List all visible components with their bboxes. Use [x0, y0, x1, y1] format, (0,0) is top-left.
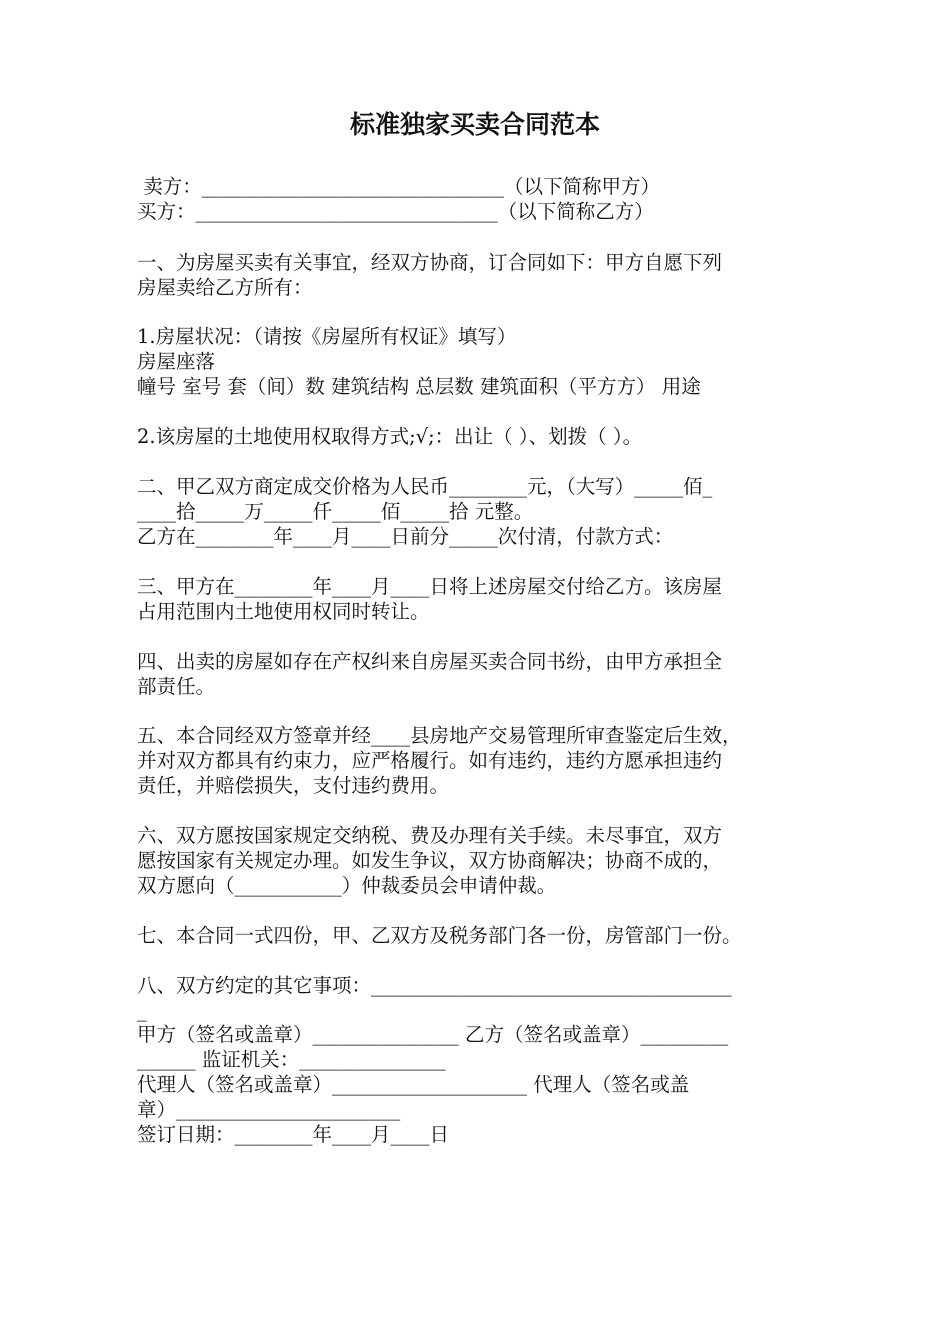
clause-4-line-2: 部责任。: [137, 675, 216, 698]
signature-line-2: ______ 监证机关：_______________: [137, 1048, 446, 1071]
clause-4-line-1: 四、出卖的房屋如存在产权纠来自房屋买卖合同书纷，由甲方承担全: [137, 650, 723, 673]
clause-6-line-1: 六、双方愿按国家规定交纳税、费及办理有关手续。未尽事宜，双方: [137, 824, 723, 847]
document-title: 标准独家买卖合同范本: [349, 110, 600, 139]
agent-signature-line-2: 章）_______________________: [137, 1098, 401, 1121]
clause-8-line-1: 八、双方约定的其它事项：_____________________________________: [137, 974, 732, 997]
clause-2-line-2: ____拾_____万_____仟_____佰_____拾 元整。: [137, 500, 534, 523]
clause-3-line-2: 占用范围内土地使用权同时转让。: [137, 600, 430, 623]
seller-line: 卖方：_______________________________（以下简称甲方）: [137, 175, 660, 198]
house-location-line: 房屋座落: [137, 350, 216, 373]
clause-5-line-3: 责任，并赔偿损失，支付违约费用。: [137, 774, 450, 797]
clause-5-line-1: 五、本合同经双方签章并经____县房地产交易管理所审查鉴定后生效，: [137, 724, 742, 747]
clause-5-line-2: 并对双方都具有约束力，应严格履行。如有违约，违约方愿承担违约: [137, 749, 723, 772]
buyer-line: 买方：_______________________________（以下简称乙方）: [137, 200, 654, 223]
house-fields-line: 幢号 室号 套（间）数 建筑结构 总层数 建筑面积（平方方） 用途: [137, 375, 701, 398]
clause-6-line-3: 双方愿向（___________）仲裁委员会申请仲裁。: [137, 874, 557, 897]
clause-6-line-2: 愿按国家有关规定办理。如发生争议，双方协商解决；协商不成的，: [137, 849, 723, 872]
clause-2-line-1: 二、甲乙双方商定成交价格为人民币________元，（大写）_____佰_: [137, 475, 713, 498]
clause-1-intro-line-2: 房屋卖给乙方所有：: [137, 276, 313, 299]
clause-7-line: 七、本合同一式四份，甲、乙双方及税务部门各一份，房管部门一份。: [137, 924, 742, 947]
sign-date-line: 签订日期：________年____月____日: [137, 1123, 450, 1146]
house-status-line: 1.房屋状况：（请按《房屋所有权证》填写）: [137, 325, 517, 348]
agent-signature-line-1: 代理人（签名或盖章）____________________ 代理人（签名或盖: [137, 1073, 690, 1096]
signature-line-1: 甲方（签名或盖章）_______________ 乙方（签名或盖章）_________: [137, 1023, 729, 1046]
land-use-line: 2.该房屋的土地使用权取得方式;√;：出让（ ）、划拨（ ）。: [137, 425, 643, 448]
clause-1-intro-line-1: 一、为房屋买卖有关事宜，经双方协商，订合同如下：甲方自愿下列: [137, 251, 723, 274]
clause-3-line-1: 三、甲方在________年____月____日将上述房屋交付给乙方。该房屋: [137, 575, 723, 598]
clause-2-line-3: 乙方在________年____月____日前分_____次付清，付款方式：: [137, 525, 674, 548]
clause-8-line-2: _: [137, 999, 147, 1022]
